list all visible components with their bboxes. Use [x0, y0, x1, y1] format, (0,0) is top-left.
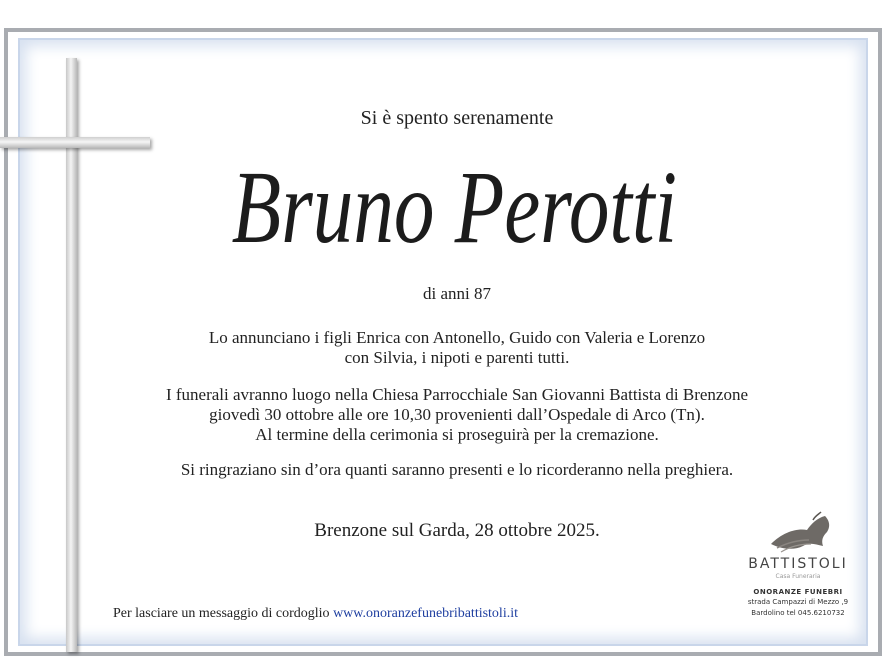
funeral-line: Al termine della cerimonia si proseguirà per la cremazione. — [255, 425, 659, 444]
agency-name: ONORANZE FUNEBRI — [753, 588, 843, 596]
brand-subtitle: Casa Funeraria — [775, 573, 821, 580]
funeral-paragraph — [0, 385, 890, 445]
place-date: Brenzone sul Garda, 28 ottobre 2025. — [314, 520, 600, 541]
thanks-text: Si ringraziano sin d’ora quanti saranno presenti e lo ricorderanno nella preghiera. — [180, 460, 734, 479]
funeral-line: I funerali avranno luogo nella Chiesa Parrocchiale San Giovanni Battista di Brenzone — [165, 385, 749, 404]
cross-horizontal-bar — [0, 137, 150, 148]
announcement-line: Lo annunciano i figli Enrica con Antonello, Guido con Valeria e Lorenzo — [208, 328, 706, 347]
horse-head-logo-icon — [763, 510, 833, 556]
funeral-line: giovedì 30 ottobre alle ore 10,30 provenienti dall’Ospedale di Arco (Tn). — [209, 405, 705, 424]
age-text: di anni 87 — [423, 284, 491, 303]
deceased-name: Bruno Perotti — [231, 150, 678, 265]
announcement-paragraph — [0, 328, 890, 368]
agency-phone: Bardolino tel 045.6210732 — [751, 609, 845, 617]
announcement-line: con Silvia, i nipoti e parenti tutti. — [344, 348, 570, 367]
brand-name: BATTISTOLI — [748, 556, 848, 572]
footer-message: Per lasciare un messaggio di cordoglio — [113, 606, 330, 621]
agency-address: strada Campazzi di Mezzo ,9 — [747, 598, 849, 606]
condolence-link[interactable]: www.onoranzefunebribattistoli.it — [333, 606, 518, 621]
funeral-home-logo — [742, 510, 854, 618]
footer — [113, 606, 518, 622]
intro-text: Si è spento serenamente — [360, 107, 554, 129]
